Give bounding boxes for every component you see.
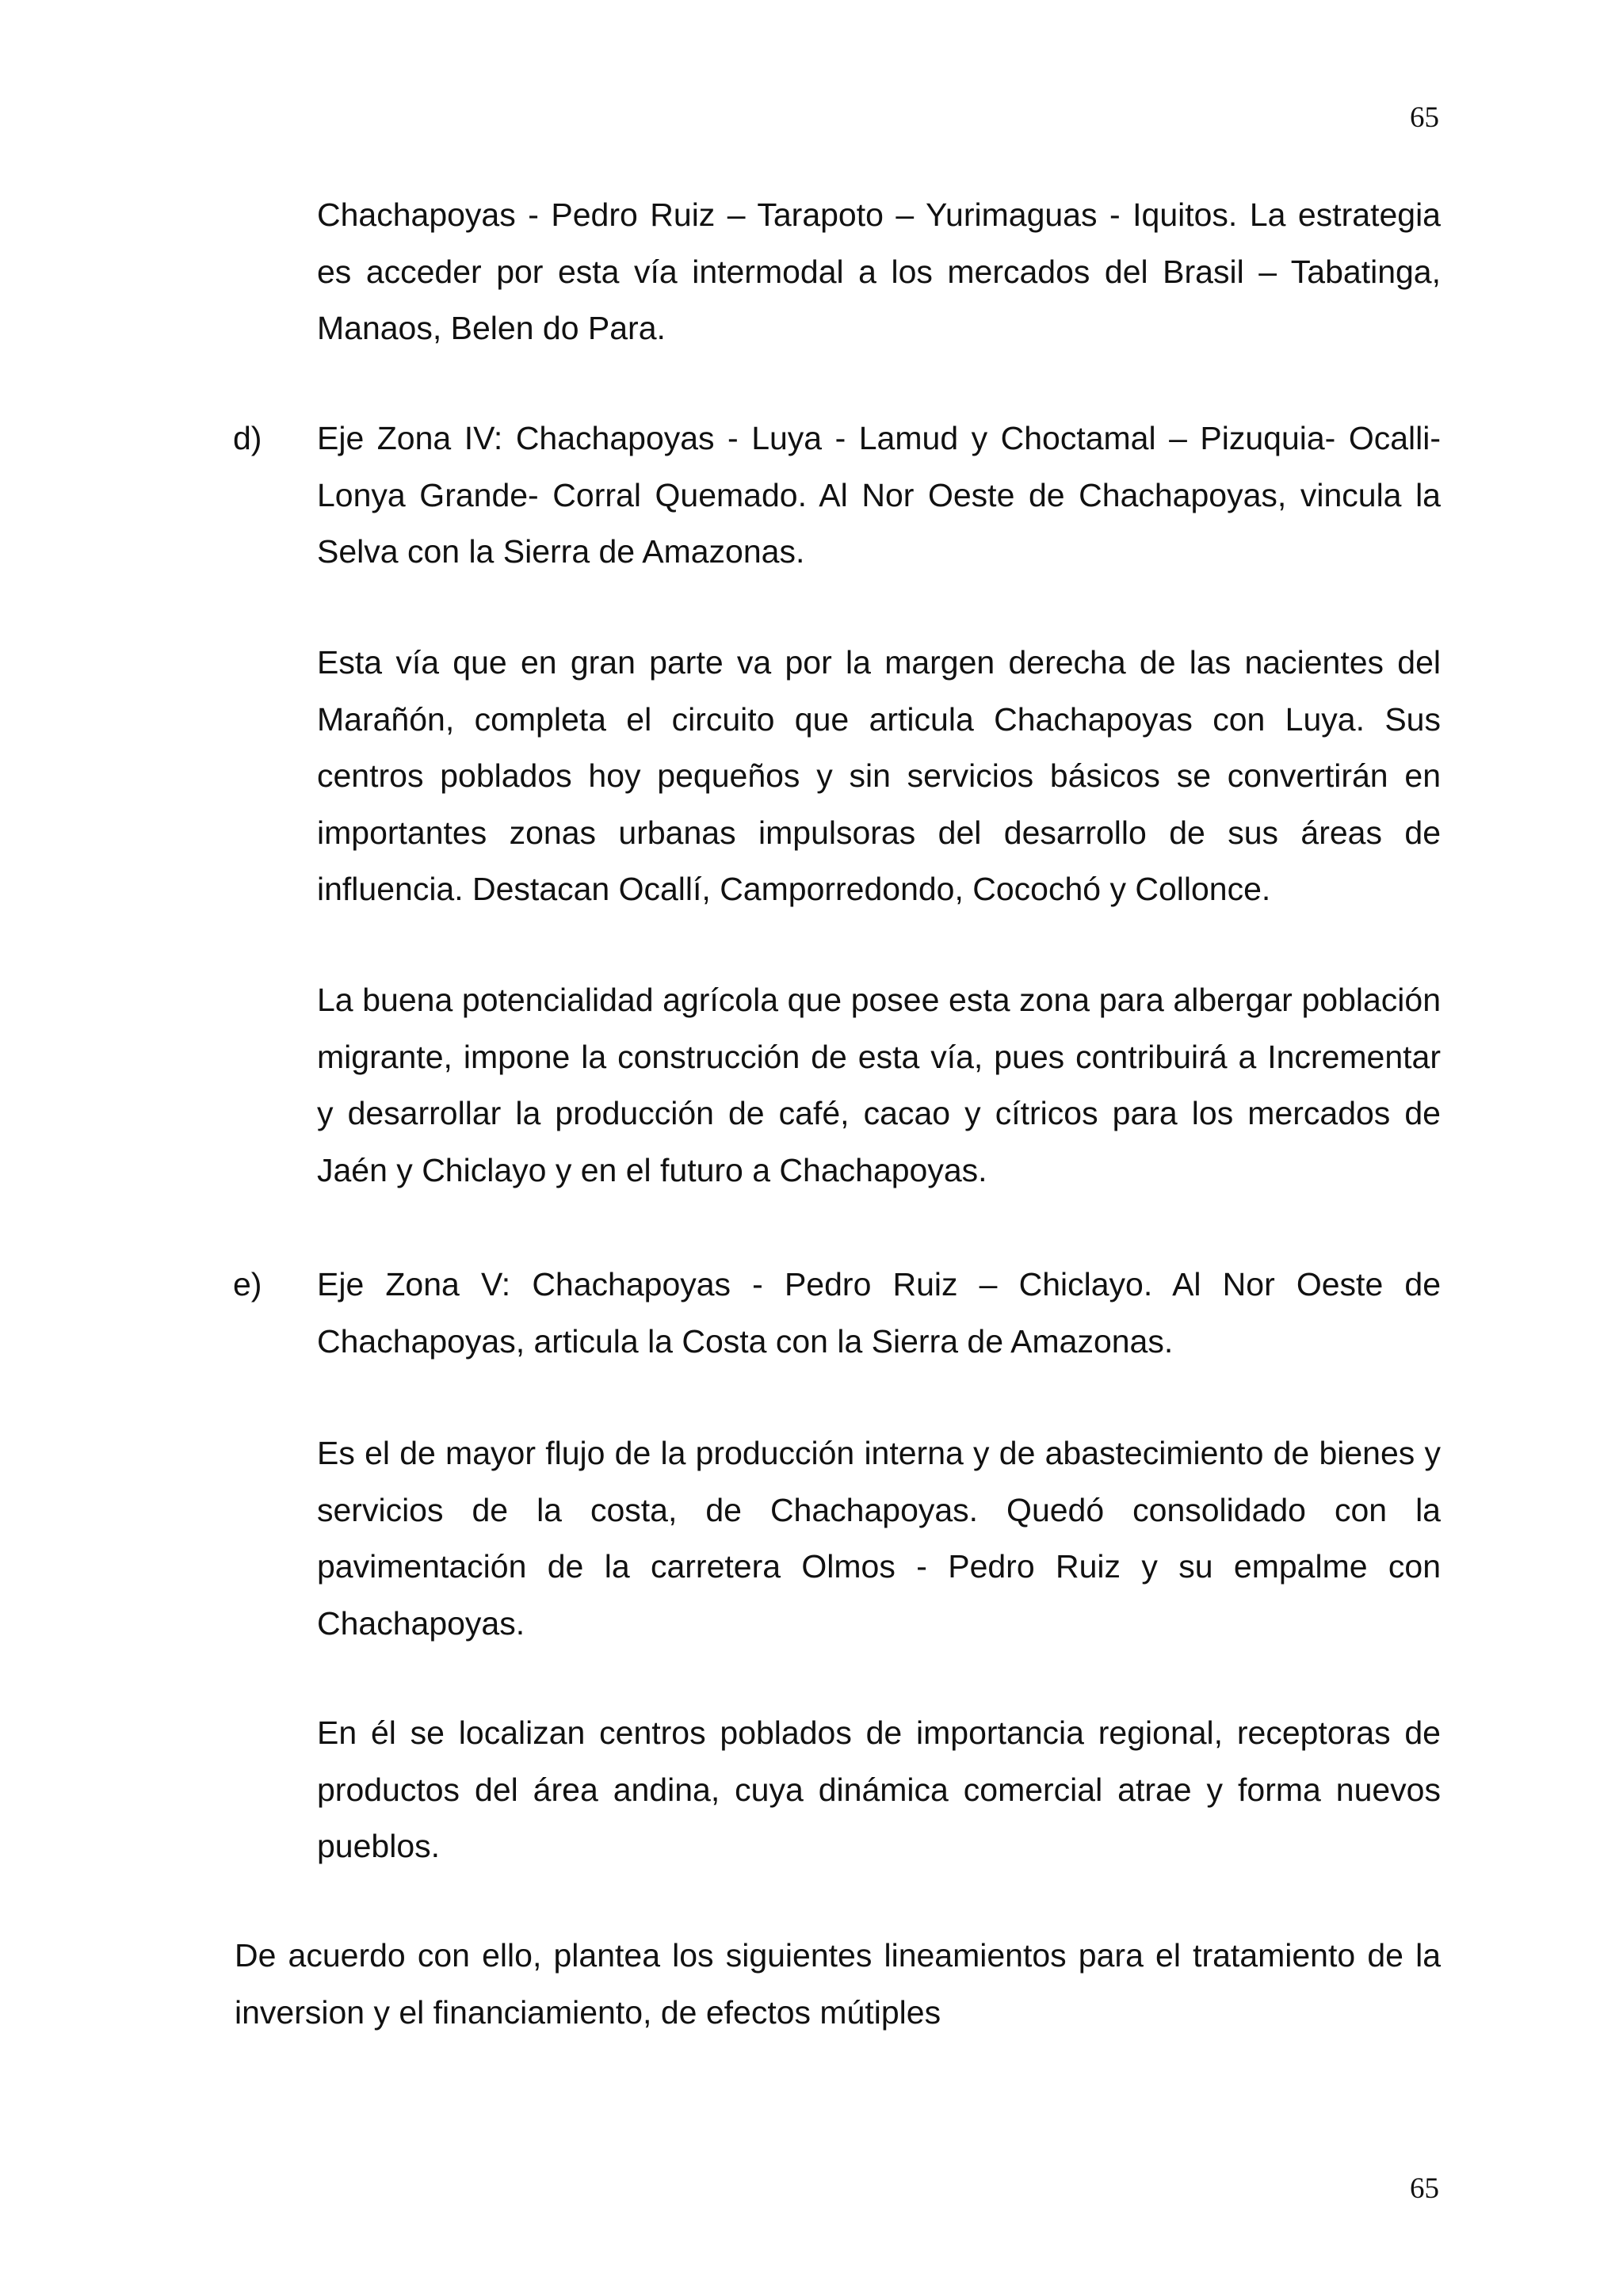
paragraph-intro: [317, 187, 1441, 357]
paragraph-e-text: Eje Zona V: Chachapoyas - Pedro Ruiz – Chiclayo. Al Nor Oeste de Chachapoyas, articula la Costa con la Sierra de Amazonas.: [317, 1266, 1441, 1360]
list-marker-e: e): [233, 1266, 262, 1302]
page-number-bottom: 65: [1410, 2172, 1439, 2205]
paragraph-intro-text: Chachapoyas - Pedro Ruiz – Tarapoto – Yurimaguas - Iquitos. La estrategia es acceder por esta vía intermodal a los mercados del Brasil – Tabatinga, Manaos, Belen do Para.: [317, 196, 1441, 346]
paragraph-closing: [235, 1928, 1441, 2041]
list-marker-d: d): [233, 420, 262, 456]
paragraph-d-third: [317, 972, 1441, 1199]
paragraph-e-third-text: En él se localizan centros poblados de importancia regional, receptoras de productos del área andina, cuya dinámica comercial atrae y forma nuevos pueblos.: [317, 1714, 1441, 1864]
paragraph-closing-text: De acuerdo con ello, plantea los siguientes lineamientos para el tratamiento de la inversion y el financiamiento, de efectos mútiples: [235, 1937, 1441, 2031]
paragraph-d-third-text: La buena potencialidad agrícola que posee esta zona para albergar población migrante, impone la construcción de esta vía, pues contribuirá a Incrementar y desarrollar la producción de café, cacao y cítricos para los mercados de Jaén y Chiclayo y en el futuro a Chachapoyas.: [317, 982, 1441, 1188]
paragraph-e-eje-zona-v: [317, 1257, 1441, 1370]
paragraph-e-second-text: Es el de mayor flujo de la producción interna y de abastecimiento de bienes y servicios de la costa, de Chachapoyas. Quedó consolidado con la pavimentación de la carretera Olmos - Pedro Ruiz y su empalme con Chachapoyas.: [317, 1435, 1441, 1642]
page-number-top: 65: [1410, 101, 1439, 134]
paragraph-e-second: [317, 1425, 1441, 1652]
paragraph-d-text: Eje Zona IV: Chachapoyas - Luya - Lamud y Choctamal – Pizuquia- Ocalli- Lonya Grande- Corral Quemado. Al Nor Oeste de Chachapoyas, vincula la Selva con la Sierra de Amazonas.: [317, 420, 1441, 570]
paragraph-d-second-text: Esta vía que en gran parte va por la margen derecha de las nacientes del Marañón, completa el circuito que articula Chachapoyas con Luya. Sus centros poblados hoy pequeños y sin servicios básicos se convertirán en importantes zonas urbanas impulsoras del desarrollo de sus áreas de influencia. Destacan Ocallí, Camporredondo, Cocochó y Collonce.: [317, 644, 1441, 907]
paragraph-d-eje-zona-iv: [317, 410, 1441, 581]
paragraph-e-third: [317, 1705, 1441, 1875]
paragraph-d-second: [317, 635, 1441, 918]
